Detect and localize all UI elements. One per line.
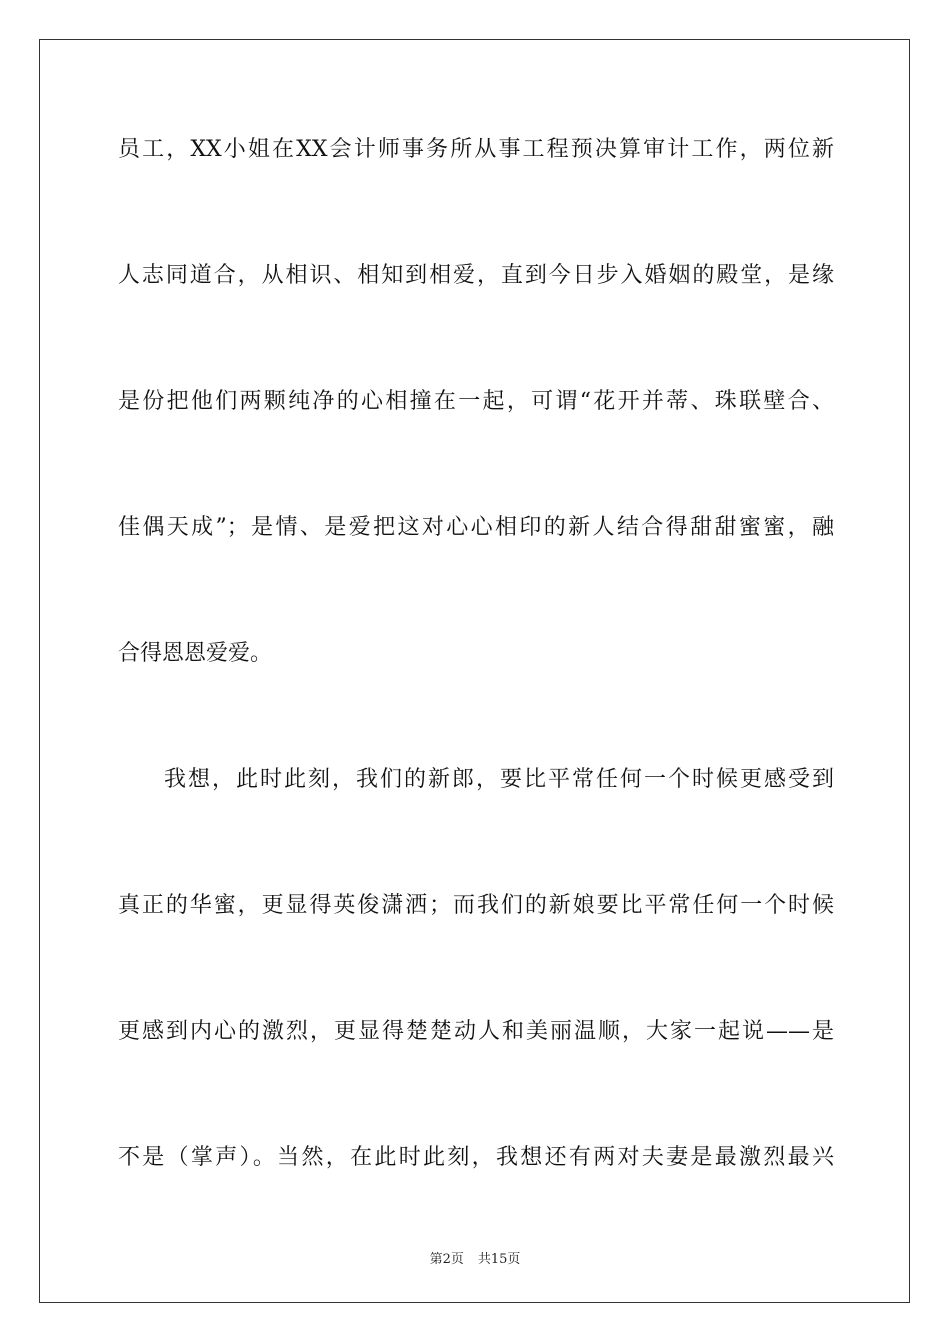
page-total: 共15页 [477,1252,521,1267]
text-line: 员工，XX小姐在XX会计师事务所从事工程预决算审计工作，两位新 [118,137,834,162]
document-body [118,118,834,1252]
text-line: 人志同道合，从相识、相知到相爱，直到今日步入婚姻的殿堂，是缘 [118,263,834,288]
text-line: 佳偶天成”；是情、是爱把这对心心相印的新人结合得甜甜蜜蜜，融 [118,515,834,540]
text-line: 是份把他们两颗纯净的心相撞在一起，可谓“花开并蒂、珠联壁合、 [118,389,834,414]
text-line: 更感到内心的激烈，更显得楚楚动人和美丽温顺，大家一起说——是 [118,1019,834,1044]
page-footer [0,1248,950,1267]
page-number: 第2页 [429,1252,464,1267]
text-line: 不是（掌声）。当然，在此时此刻，我想还有两对夫妻是最激烈最兴 [118,1145,834,1170]
text-line: 合得恩恩爱爱。 [118,641,273,666]
paragraph-first-line: 我想，此时此刻，我们的新郎，要比平常任何一个时候更感受到 [164,767,834,792]
text-line: 真正的华蜜，更显得英俊潇洒；而我们的新娘要比平常任何一个时候 [118,893,834,918]
